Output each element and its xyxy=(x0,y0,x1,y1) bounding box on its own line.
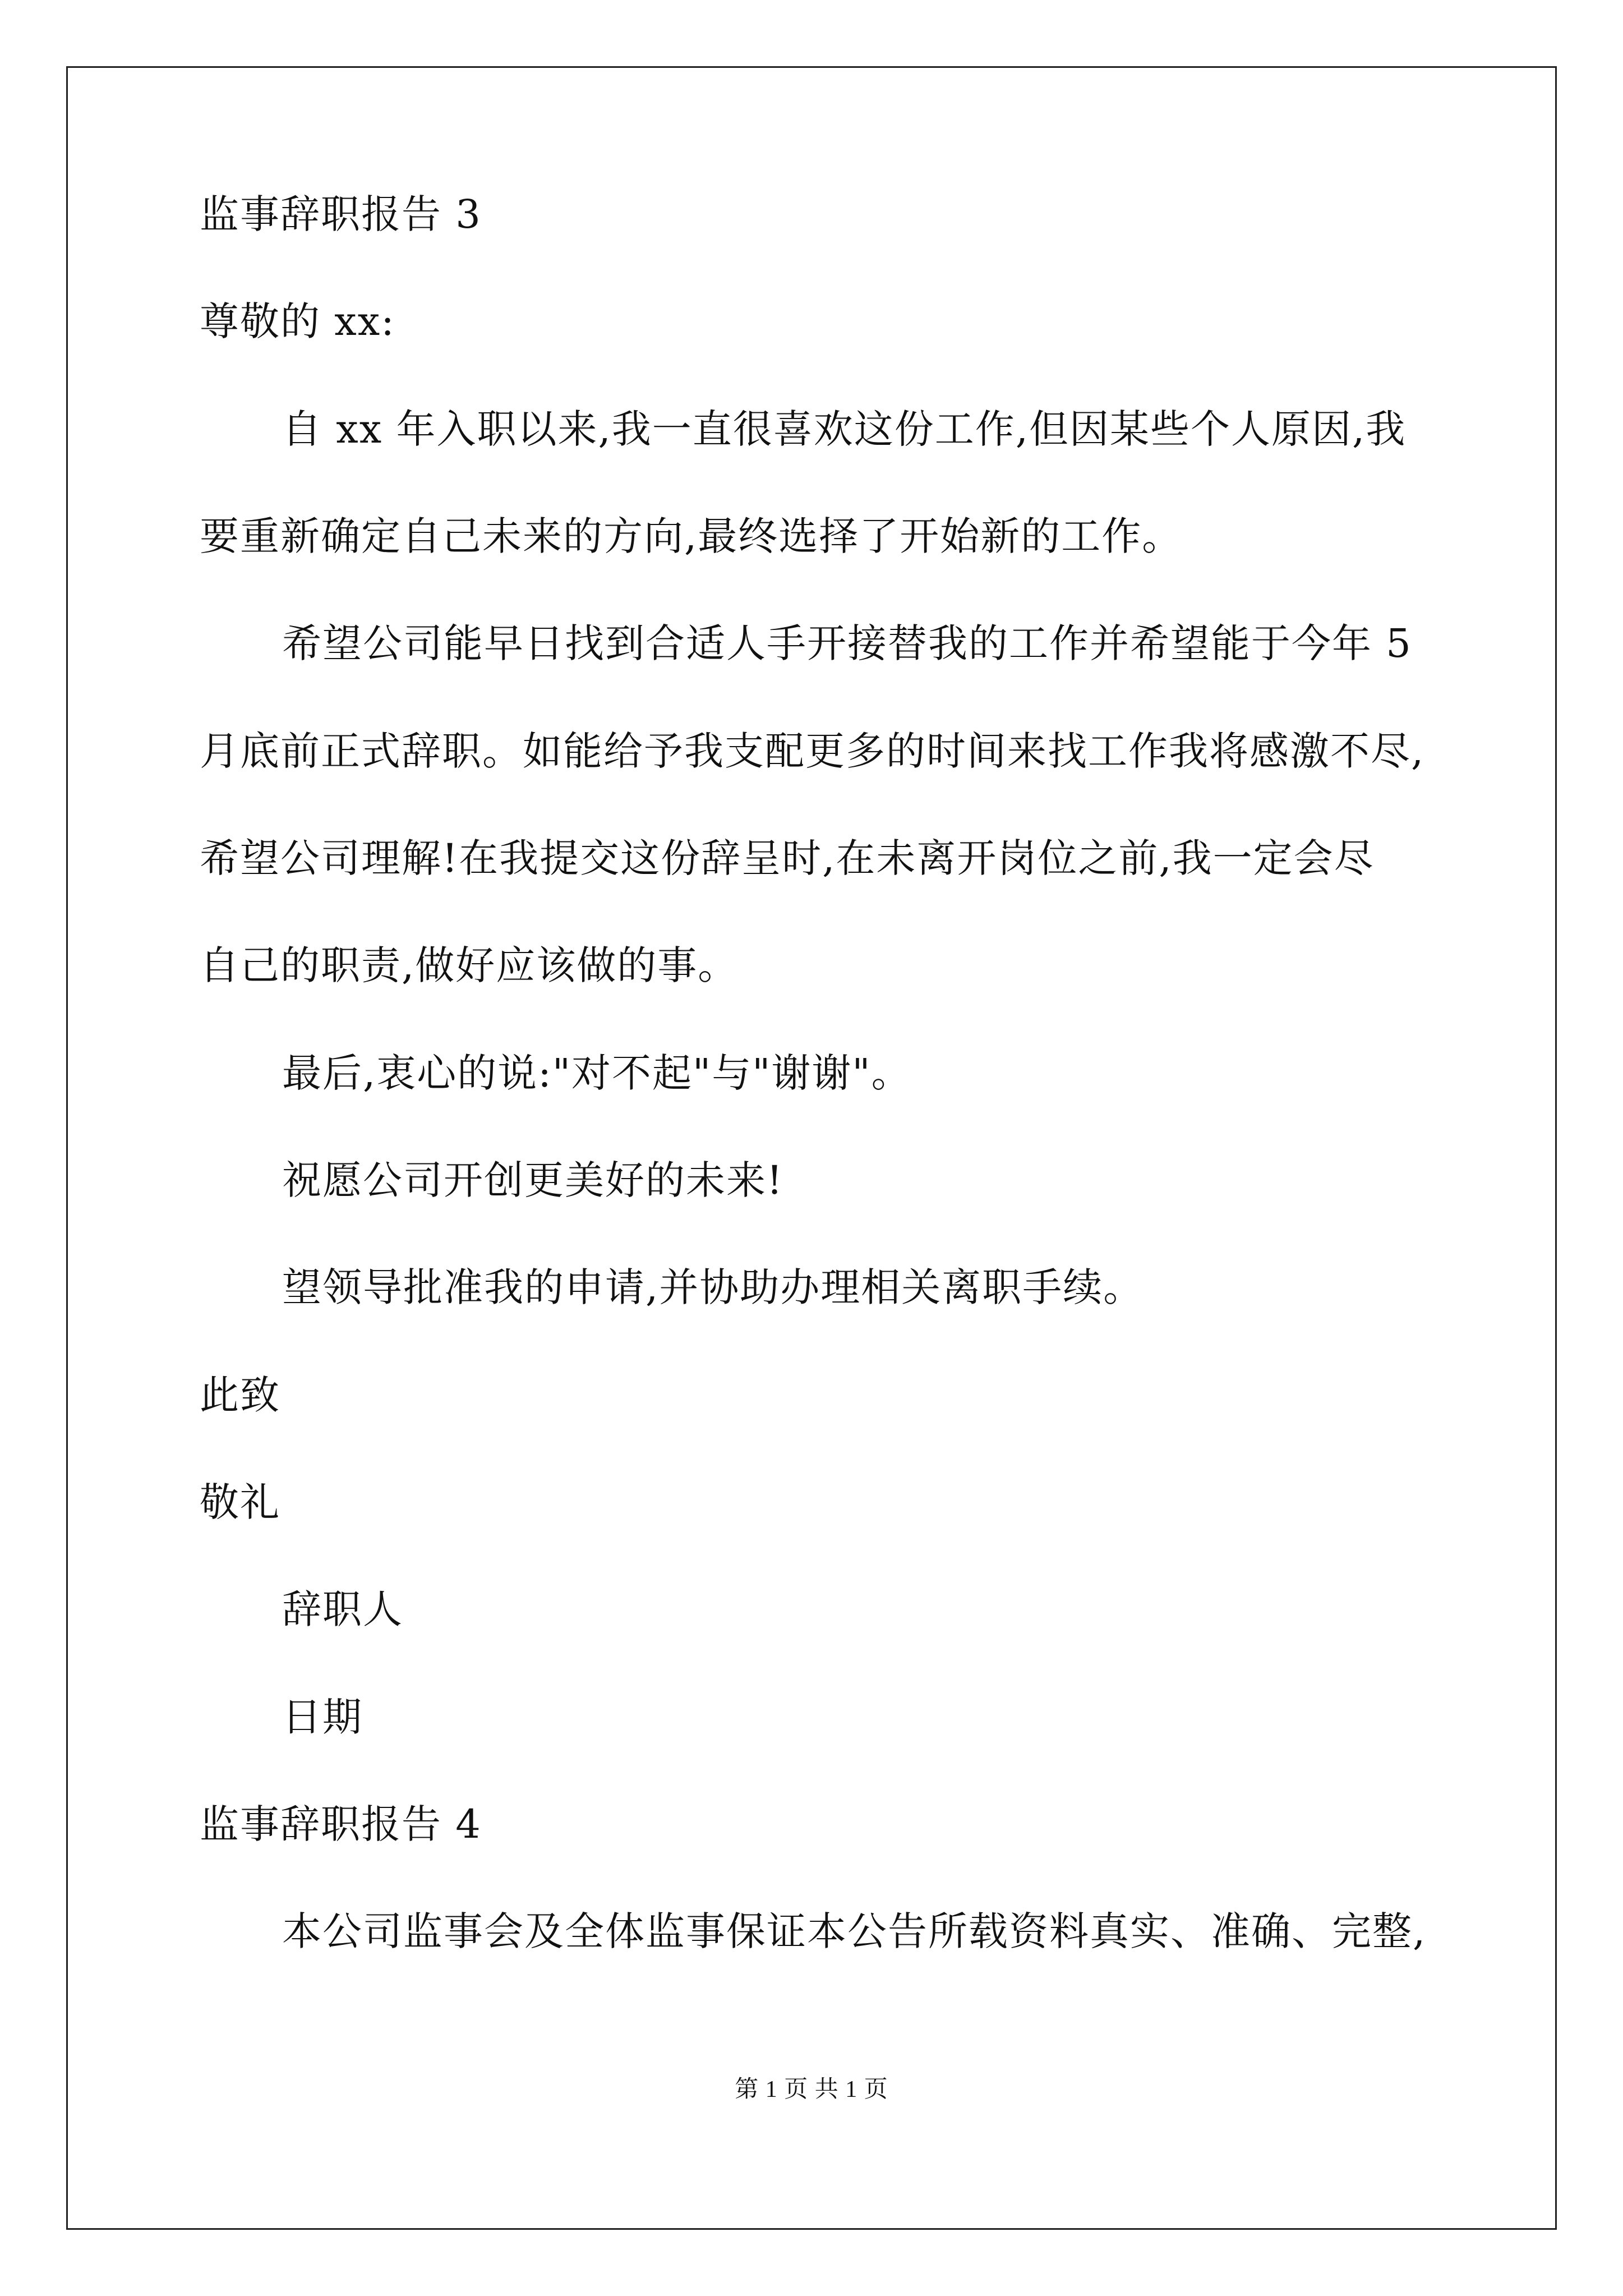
closing-jingli: 敬礼 xyxy=(200,1479,280,1525)
page-border xyxy=(66,66,1557,2230)
paragraph-4: 祝愿公司开创更美好的未来! xyxy=(282,1157,784,1203)
page-number-footer: 第 1 页 共 1 页 xyxy=(735,2077,888,2102)
section-heading-4: 监事辞职报告 4 xyxy=(200,1801,482,1847)
paragraph-1-line-2: 要重新确定自己未来的方向,最终选择了开始新的工作。 xyxy=(200,513,1183,559)
paragraph-2-line-2: 月底前正式辞职。如能给予我支配更多的时间来找工作我将感激不尽, xyxy=(200,728,1425,774)
paragraph-2-line-1: 希望公司能早日找到合适人手开接替我的工作并希望能于今年 5 xyxy=(282,620,1412,666)
paragraph-2-line-4: 自己的职责,做好应该做的事。 xyxy=(200,942,739,988)
paragraph-5: 望领导批准我的申请,并协助办理相关离职手续。 xyxy=(282,1264,1144,1310)
signature-resigner: 辞职人 xyxy=(282,1586,403,1632)
paragraph-6-line-1: 本公司监事会及全体监事保证本公告所载资料真实、准确、完整, xyxy=(282,1908,1427,1954)
salutation: 尊敬的 xx: xyxy=(200,298,395,344)
paragraph-1-line-1: 自 xx 年入职以来,我一直很喜欢这份工作,但因某些个人原因,我 xyxy=(282,406,1407,452)
closing-cizhi: 此致 xyxy=(200,1372,280,1418)
section-heading-3: 监事辞职报告 3 xyxy=(200,191,482,237)
signature-date: 日期 xyxy=(282,1694,363,1740)
paragraph-3: 最后,衷心的说:"对不起"与"谢谢"。 xyxy=(282,1050,912,1096)
paragraph-2-line-3: 希望公司理解!在我提交这份辞呈时,在未离开岗位之前,我一定会尽 xyxy=(200,835,1375,881)
